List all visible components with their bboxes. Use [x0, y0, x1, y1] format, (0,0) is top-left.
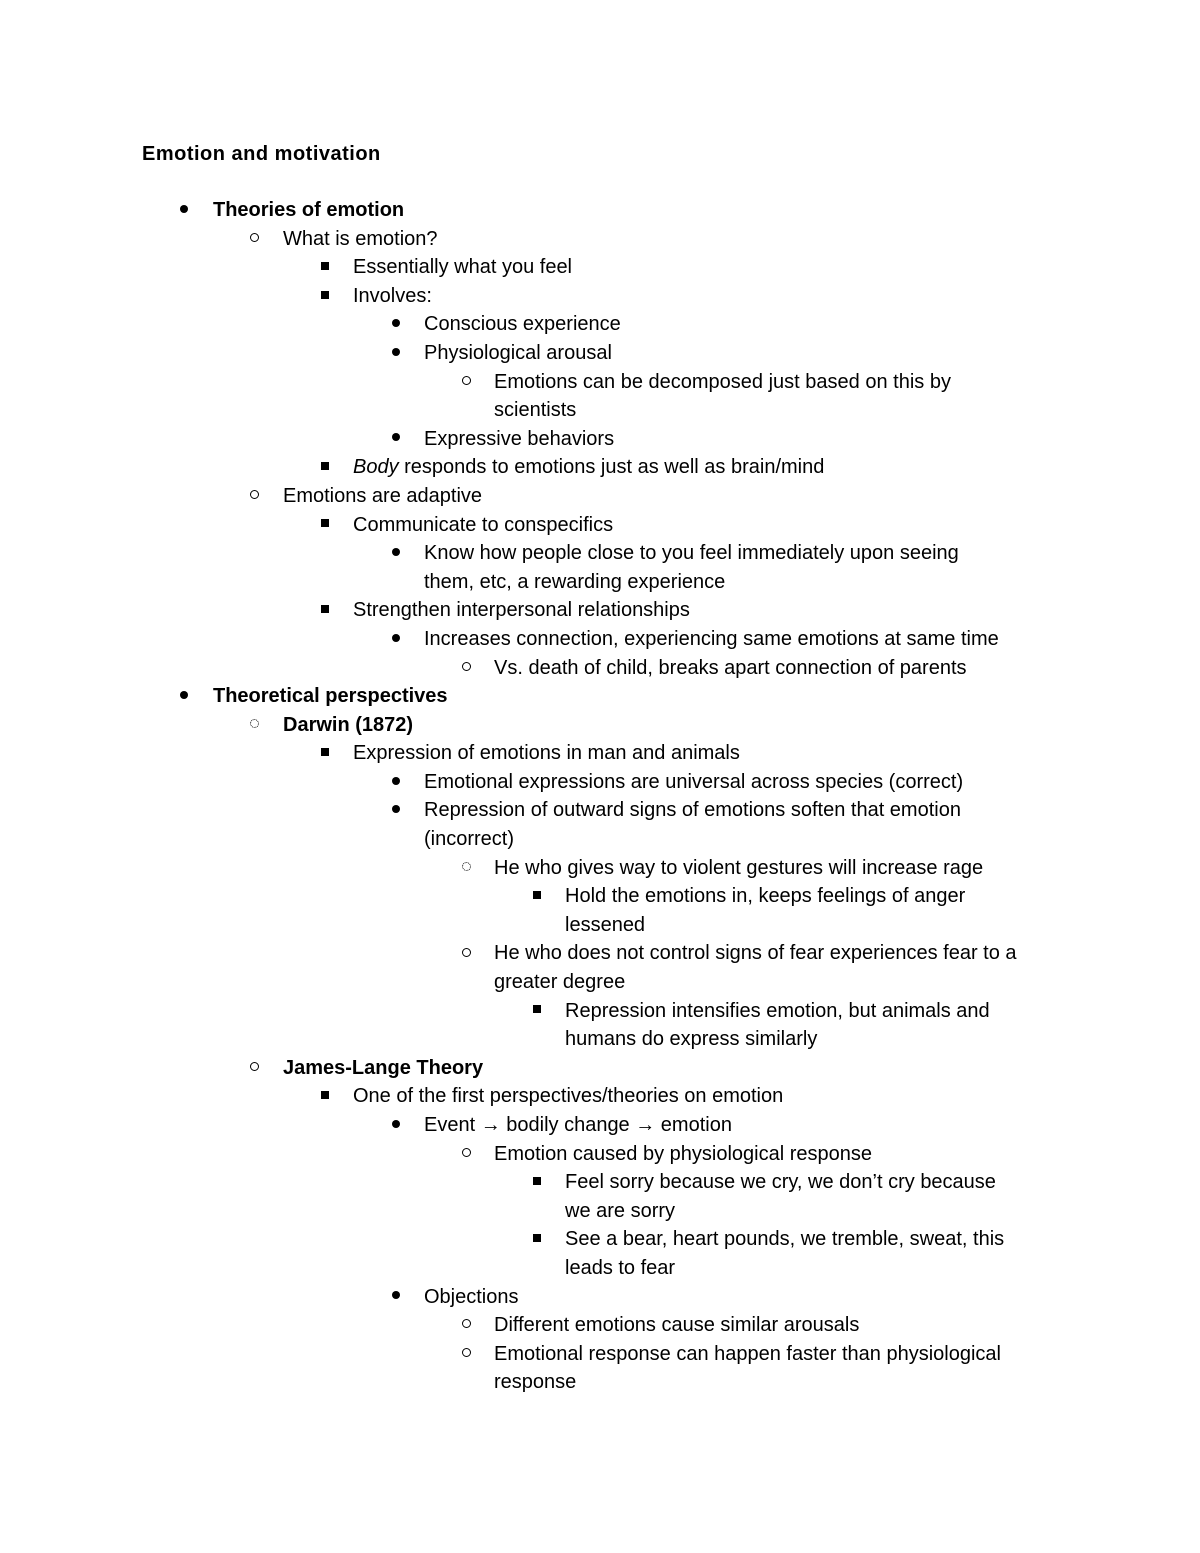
outline-item: [0, 1340, 1200, 1369]
outline-item-text: James-Lange Theory: [283, 1056, 484, 1079]
outline-item-text: scientists: [494, 399, 577, 422]
outline-item-text: (incorrect): [424, 828, 515, 851]
outline-item: [0, 654, 1200, 683]
hollow-bullet-icon: [242, 482, 266, 511]
outline-item-text: He who does not control signs of fear experiences fear to a: [494, 942, 1017, 965]
outline-item: [0, 911, 1200, 940]
outline-item-text: greater degree: [494, 971, 626, 994]
outline-item-text: Emotion caused by physiological response: [494, 1142, 872, 1165]
outline-item: [0, 368, 1200, 397]
outline-item-text: Involves:: [353, 284, 432, 307]
outline-item-text: Know how people close to you feel immediately upon seeing: [424, 542, 959, 565]
outline-item: [0, 1168, 1200, 1197]
outline-item-text: Emotional expressions are universal across species (correct): [424, 770, 964, 793]
dashed-bullet-icon: [454, 854, 478, 883]
outline-item-text: Feel sorry because we cry, we don’t cry because: [565, 1171, 996, 1194]
outline-item: [0, 282, 1200, 311]
outline-item: [0, 739, 1200, 768]
outline-item-text: response: [494, 1371, 577, 1394]
outline-item: [0, 425, 1200, 454]
outline-item: [0, 711, 1200, 740]
outline-item-text: Theories of emotion: [213, 199, 405, 221]
square-bullet-icon: [525, 1225, 549, 1254]
outline-list: [0, 196, 1200, 1397]
outline-item-text: Vs. death of child, breaks apart connection of parents: [494, 656, 967, 679]
outline-item: [0, 968, 1200, 997]
outline-item: [0, 1283, 1200, 1312]
outline-item-text: Darwin (1872): [283, 713, 414, 736]
outline-item-text: Expressive behaviors: [424, 427, 615, 450]
square-bullet-icon: [313, 253, 337, 282]
hollow-bullet-icon: [242, 225, 266, 254]
hollow-bullet-icon: [242, 1054, 266, 1083]
outline-item: [0, 196, 1200, 225]
outline-item-text: Repression of outward signs of emotions soften that emotion: [424, 799, 961, 822]
outline-item: [0, 339, 1200, 368]
outline-item: [0, 1225, 1200, 1254]
square-bullet-icon: [313, 596, 337, 625]
square-bullet-icon: [525, 1168, 549, 1197]
filled-bullet-icon: [384, 768, 408, 797]
outline-item-text: Hold the emotions in, keeps feelings of anger: [565, 885, 966, 908]
outline-item: [0, 825, 1200, 854]
filled-bullet-icon: [384, 796, 408, 825]
filled-bullet-icon: [172, 196, 196, 225]
outline-item-text: Emotional response can happen faster than physiological: [494, 1342, 1001, 1365]
outline-item-text: [353, 453, 824, 482]
outline-item: [0, 854, 1200, 883]
outline-item: [0, 1054, 1200, 1083]
outline-item-text: we are sorry: [565, 1199, 676, 1222]
hollow-bullet-icon: [454, 939, 478, 968]
outline-item-text: Event → bodily change → emotion: [424, 1114, 732, 1136]
outline-item-text: Communicate to conspecifics: [353, 513, 614, 536]
outline-item: [0, 310, 1200, 339]
outline-item-text: He who gives way to violent gestures will increase rage: [494, 856, 984, 879]
square-bullet-icon: [313, 511, 337, 540]
outline-item: [0, 1025, 1200, 1054]
filled-bullet-icon: [384, 1111, 408, 1140]
square-bullet-icon: [313, 282, 337, 311]
hollow-bullet-icon: [454, 1140, 478, 1169]
outline-item: [0, 453, 1200, 482]
filled-bullet-icon: [172, 682, 196, 711]
hollow-bullet-icon: [454, 368, 478, 397]
outline-item: [0, 511, 1200, 540]
hollow-bullet-icon: [454, 654, 478, 683]
outline-item: [0, 539, 1200, 568]
outline-item: [0, 796, 1200, 825]
outline-item-text: What is emotion?: [283, 227, 438, 250]
outline-item-text: Strengthen interpersonal relationships: [353, 599, 690, 622]
outline-item: [0, 396, 1200, 425]
outline-item-text: Objections: [424, 1285, 519, 1308]
outline-item-text: them, etc, a rewarding experience: [424, 570, 726, 593]
outline-item-text: One of the first perspectives/theories on emotion: [353, 1085, 784, 1108]
filled-bullet-icon: [384, 1283, 408, 1312]
outline-item: [0, 225, 1200, 254]
square-bullet-icon: [313, 739, 337, 768]
outline-item-text: See a bear, heart pounds, we tremble, sweat, this: [565, 1228, 1005, 1251]
dashed-bullet-icon: [242, 711, 266, 740]
outline-item-text: Essentially what you feel: [353, 256, 573, 279]
hollow-bullet-icon: [454, 1311, 478, 1340]
outline-item: [0, 568, 1200, 597]
outline-item-text-rest: responds to emotions just as well as brain/mind: [398, 456, 825, 479]
filled-bullet-icon: [384, 625, 408, 654]
outline-item-text: Conscious experience: [424, 313, 621, 336]
outline-item-text: Expression of emotions in man and animals: [353, 742, 740, 765]
outline-item: [0, 1140, 1200, 1169]
outline-item-text: Emotions are adaptive: [283, 484, 483, 507]
outline-item: [0, 1368, 1200, 1397]
outline-item-text: leads to fear: [565, 1256, 676, 1279]
square-bullet-icon: [313, 453, 337, 482]
square-bullet-icon: [525, 997, 549, 1026]
square-bullet-icon: [313, 1082, 337, 1111]
filled-bullet-icon: [384, 310, 408, 339]
outline-item: [0, 253, 1200, 282]
filled-bullet-icon: [384, 539, 408, 568]
outline-item-text: Physiological arousal: [424, 341, 612, 364]
outline-item: [0, 482, 1200, 511]
outline-item: [0, 1311, 1200, 1340]
outline-item-text: Different emotions cause similar arousals: [494, 1314, 860, 1337]
italic-emphasis: Body: [353, 456, 399, 479]
outline-item-text: Emotions can be decomposed just based on this by: [494, 370, 951, 393]
outline-item: [0, 1254, 1200, 1283]
outline-item-text: lessened: [565, 913, 646, 936]
outline-item: [0, 1111, 1200, 1140]
outline-item: [0, 625, 1200, 654]
outline-item: [0, 1082, 1200, 1111]
outline-item-text: Increases connection, experiencing same emotions at same time: [424, 627, 999, 650]
filled-bullet-icon: [384, 425, 408, 454]
outline-item-text: Theoretical perspectives: [213, 685, 448, 708]
outline-item: [0, 768, 1200, 797]
document-title: Emotion and motivation: [142, 143, 381, 165]
outline-item-text: Repression intensifies emotion, but animals and: [565, 999, 990, 1022]
outline-item: [0, 882, 1200, 911]
outline-item: [0, 682, 1200, 711]
outline-item: [0, 939, 1200, 968]
hollow-bullet-icon: [454, 1340, 478, 1369]
outline-item: [0, 596, 1200, 625]
filled-bullet-icon: [384, 339, 408, 368]
outline-item-text: humans do express similarly: [565, 1028, 818, 1051]
outline-item: [0, 1197, 1200, 1226]
outline-item: [0, 997, 1200, 1026]
square-bullet-icon: [525, 882, 549, 911]
